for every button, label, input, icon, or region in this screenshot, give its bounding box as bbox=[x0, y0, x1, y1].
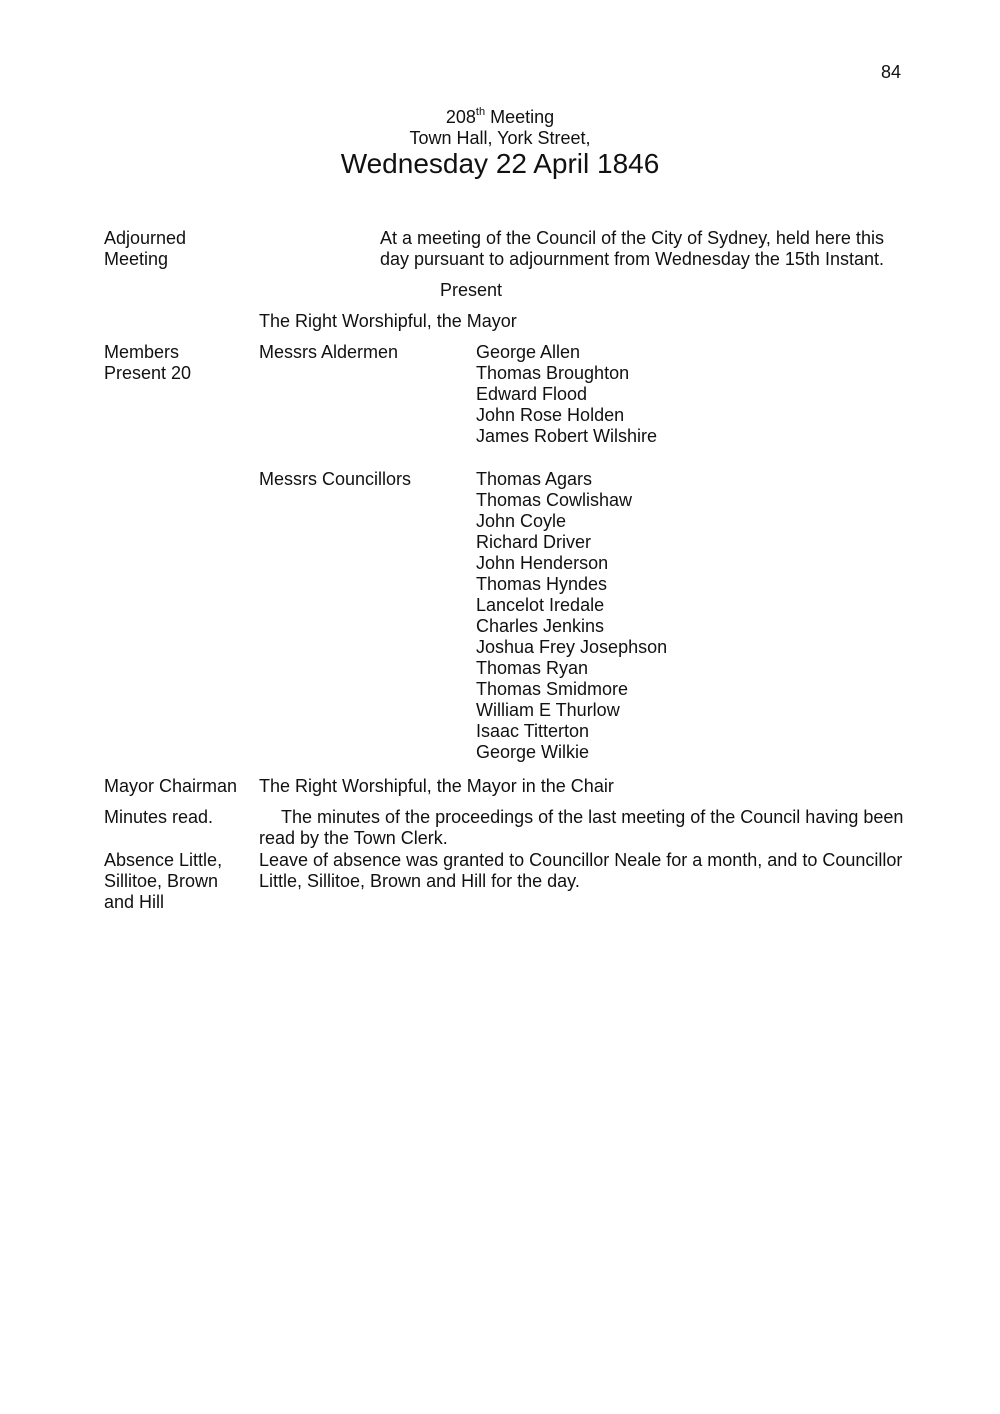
margin-note-line: Adjourned bbox=[104, 228, 187, 248]
meeting-number-value: 208 bbox=[445, 107, 476, 127]
margin-note-members bbox=[104, 342, 191, 384]
meeting-number-suffix: th bbox=[475, 106, 486, 118]
margin-note-line: Meeting bbox=[104, 249, 169, 269]
paragraph-line: read by the Town Clerk. bbox=[259, 828, 448, 848]
paragraph-line: At a meeting of the Council of the City of Sydney, held here this bbox=[380, 228, 884, 248]
councillor-name: George Wilkie bbox=[476, 742, 590, 762]
paragraph-line: Leave of absence was granted to Councillor Neale for a month, and to Councillor bbox=[259, 850, 903, 870]
paragraph-line bbox=[259, 807, 903, 828]
alderman-name: Thomas Broughton bbox=[476, 363, 630, 383]
present-heading: Present bbox=[440, 280, 503, 300]
councillor-name: Charles Jenkins bbox=[476, 616, 605, 636]
margin-note-line: Members bbox=[104, 342, 180, 362]
margin-note-adjourned bbox=[104, 228, 186, 270]
page-number: 84 bbox=[881, 62, 902, 82]
alderman-name: Edward Flood bbox=[476, 384, 588, 404]
meeting-label: Meeting bbox=[485, 107, 555, 127]
paragraph-line: Little, Sillitoe, Brown and Hill for the day. bbox=[259, 871, 580, 891]
margin-note-minutes: Minutes read. bbox=[104, 807, 214, 827]
paragraph-line-text: The minutes of the proceedings of the last meeting of the Council having been bbox=[281, 807, 904, 827]
councillor-name: Richard Driver bbox=[476, 532, 592, 552]
councillors-label: Messrs Councillors bbox=[259, 469, 412, 489]
alderman-name: John Rose Holden bbox=[476, 405, 625, 425]
mayor-present-line: The Right Worshipful, the Mayor bbox=[259, 311, 517, 331]
absence-paragraph bbox=[259, 850, 902, 892]
councillor-name: Thomas Smidmore bbox=[476, 679, 629, 699]
paragraph-line: day pursuant to adjournment from Wednesday the 15th Instant. bbox=[380, 249, 884, 269]
councillor-name: Isaac Titterton bbox=[476, 721, 590, 741]
aldermen-label: Messrs Aldermen bbox=[259, 342, 399, 362]
councillor-name: Lancelot Iredale bbox=[476, 595, 605, 615]
meeting-date: Wednesday 22 April 1846 bbox=[340, 148, 660, 179]
alderman-name: James Robert Wilshire bbox=[476, 426, 658, 446]
minutes-paragraph bbox=[259, 807, 903, 849]
councillor-name: John Henderson bbox=[476, 553, 609, 573]
margin-note-chairman: Mayor Chairman bbox=[104, 776, 238, 796]
councillor-name: Thomas Ryan bbox=[476, 658, 589, 678]
margin-note-absence bbox=[104, 850, 222, 913]
councillor-name: Joshua Frey Josephson bbox=[476, 637, 668, 657]
margin-note-line: Present 20 bbox=[104, 363, 192, 383]
councillors-list bbox=[476, 469, 667, 763]
aldermen-list bbox=[476, 342, 657, 447]
margin-note-line: Absence Little, bbox=[104, 850, 223, 870]
councillor-name: Thomas Agars bbox=[476, 469, 593, 489]
alderman-name: George Allen bbox=[476, 342, 581, 362]
councillor-name: John Coyle bbox=[476, 511, 567, 531]
meeting-number bbox=[0, 107, 1000, 128]
councillor-name: William E Thurlow bbox=[476, 700, 620, 720]
adjourned-paragraph bbox=[380, 228, 884, 270]
meeting-venue: Town Hall, York Street, bbox=[409, 128, 591, 148]
councillor-name: Thomas Hyndes bbox=[476, 574, 608, 594]
chairman-line: The Right Worshipful, the Mayor in the Chair bbox=[259, 776, 614, 796]
margin-note-line: Sillitoe, Brown bbox=[104, 871, 219, 891]
margin-note-line: and Hill bbox=[104, 892, 165, 912]
councillor-name: Thomas Cowlishaw bbox=[476, 490, 633, 510]
